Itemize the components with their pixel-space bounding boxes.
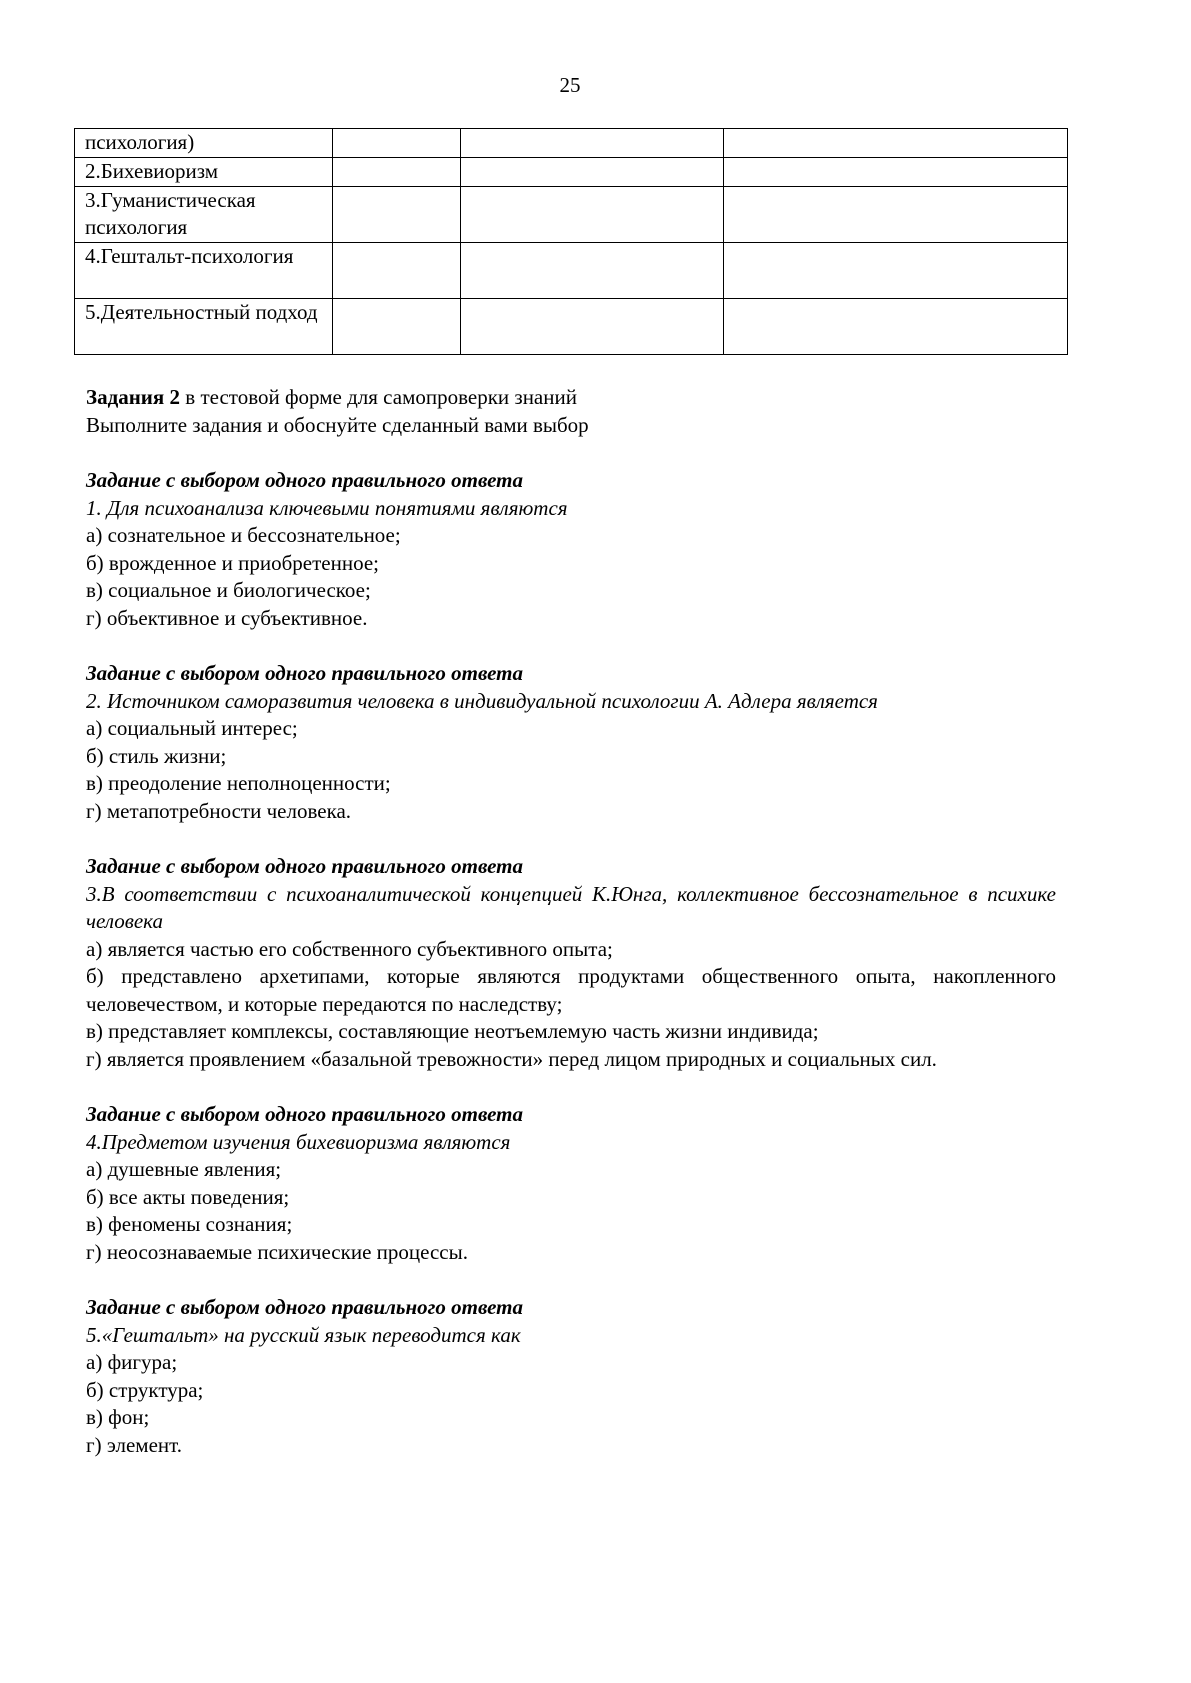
table-cell-empty <box>724 299 1068 355</box>
table-cell-empty <box>461 299 724 355</box>
table-row <box>75 158 1068 187</box>
table-cell-empty <box>461 243 724 299</box>
answer-option: в) феномены сознания; <box>86 1212 293 1236</box>
table-cell-empty <box>724 158 1068 187</box>
answer-option: б) все акты поведения; <box>86 1184 290 1209</box>
intro-rest: в тестовой форме для самопроверки знаний <box>180 385 577 409</box>
table-row <box>75 299 1068 355</box>
answer-option: а) сознательное и бессознательное; <box>86 523 401 547</box>
answer-option: а) социальный интерес; <box>86 716 298 740</box>
task-heading: Задание с выбором одного правильного ответа <box>86 1295 523 1319</box>
answer-option: б) стиль жизни; <box>86 743 227 768</box>
table-cell-label: 3.Гуманистическая психология <box>75 187 333 243</box>
table-cell-empty <box>461 158 724 187</box>
table-row <box>75 129 1068 158</box>
task-heading: Задание с выбором одного правильного ответа <box>86 661 523 685</box>
table-cell-empty <box>461 187 724 243</box>
table-cell-empty <box>333 158 461 187</box>
task-question: 1. Для психоанализа ключевыми понятиями являются <box>86 495 568 520</box>
task-question: 2. Источником саморазвития человека в индивидуальной психологии А. Адлера является <box>86 688 878 713</box>
answer-option: г) элемент. <box>86 1432 182 1457</box>
answer-option: в) фон; <box>86 1405 150 1429</box>
task-question: 3.В соответствии с психоаналитической концепцией К.Юнга, коллективное бессознательное в психике человека <box>86 881 1056 933</box>
table-cell-label: 4.Гештальт-психология <box>75 243 333 299</box>
answer-option: а) фигура; <box>86 1350 178 1374</box>
table-cell-empty <box>724 187 1068 243</box>
intro-line <box>86 384 1056 412</box>
table-cell-label: 5.Деятельностный подход <box>75 299 333 355</box>
answer-option: б) структура; <box>86 1377 204 1402</box>
answer-option: б) врожденное и приобретенное; <box>86 550 379 575</box>
task-heading: Задание с выбором одного правильного ответа <box>86 854 523 878</box>
table-cell-empty <box>333 243 461 299</box>
answer-option: г) является проявлением «базальной тревожности» перед лицом природных и социальных сил. <box>86 1046 937 1071</box>
table-cell-empty <box>333 129 461 158</box>
table-row <box>75 243 1068 299</box>
task-heading: Задание с выбором одного правильного ответа <box>86 1102 523 1126</box>
task-question: 5.«Гештальт» на русский язык переводится как <box>86 1322 521 1347</box>
table-cell-empty <box>461 129 724 158</box>
intro-instruction: Выполните задания и обоснуйте сделанный вами выбор <box>86 412 589 437</box>
page-number: 25 <box>559 73 581 97</box>
table-cell-label: 2.Бихевиоризм <box>75 158 333 187</box>
answer-option: в) преодоление неполноценности; <box>86 771 391 795</box>
answer-option: г) объективное и субъективное. <box>86 605 368 630</box>
table-cell-empty <box>724 243 1068 299</box>
table-cell-empty <box>333 299 461 355</box>
document-body <box>86 384 1056 1459</box>
schools-table <box>74 128 1068 355</box>
table-cell-empty <box>724 129 1068 158</box>
answer-option: а) является частью его собственного субъективного опыта; <box>86 936 613 961</box>
answer-option: в) представляет комплексы, составляющие неотъемлемую часть жизни индивида; <box>86 1019 819 1043</box>
answer-option: б) представлено архетипами, которые являются продуктами общественного опыта, накопленного человечеством, и которые передаются по наследству; <box>86 964 1056 1016</box>
intro-bold: Задания 2 <box>86 385 181 409</box>
task-heading: Задание с выбором одного правильного ответа <box>86 468 523 492</box>
answer-option: г) неосознаваемые психические процессы. <box>86 1239 468 1264</box>
task-question: 4.Предметом изучения бихевиоризма являются <box>86 1129 511 1154</box>
table-cell-label: психология) <box>75 129 333 158</box>
answer-option: в) социальное и биологическое; <box>86 578 371 602</box>
table-cell-empty <box>333 187 461 243</box>
answer-option: а) душевные явления; <box>86 1157 282 1181</box>
answer-option: г) метапотребности человека. <box>86 798 352 823</box>
table-row <box>75 187 1068 243</box>
